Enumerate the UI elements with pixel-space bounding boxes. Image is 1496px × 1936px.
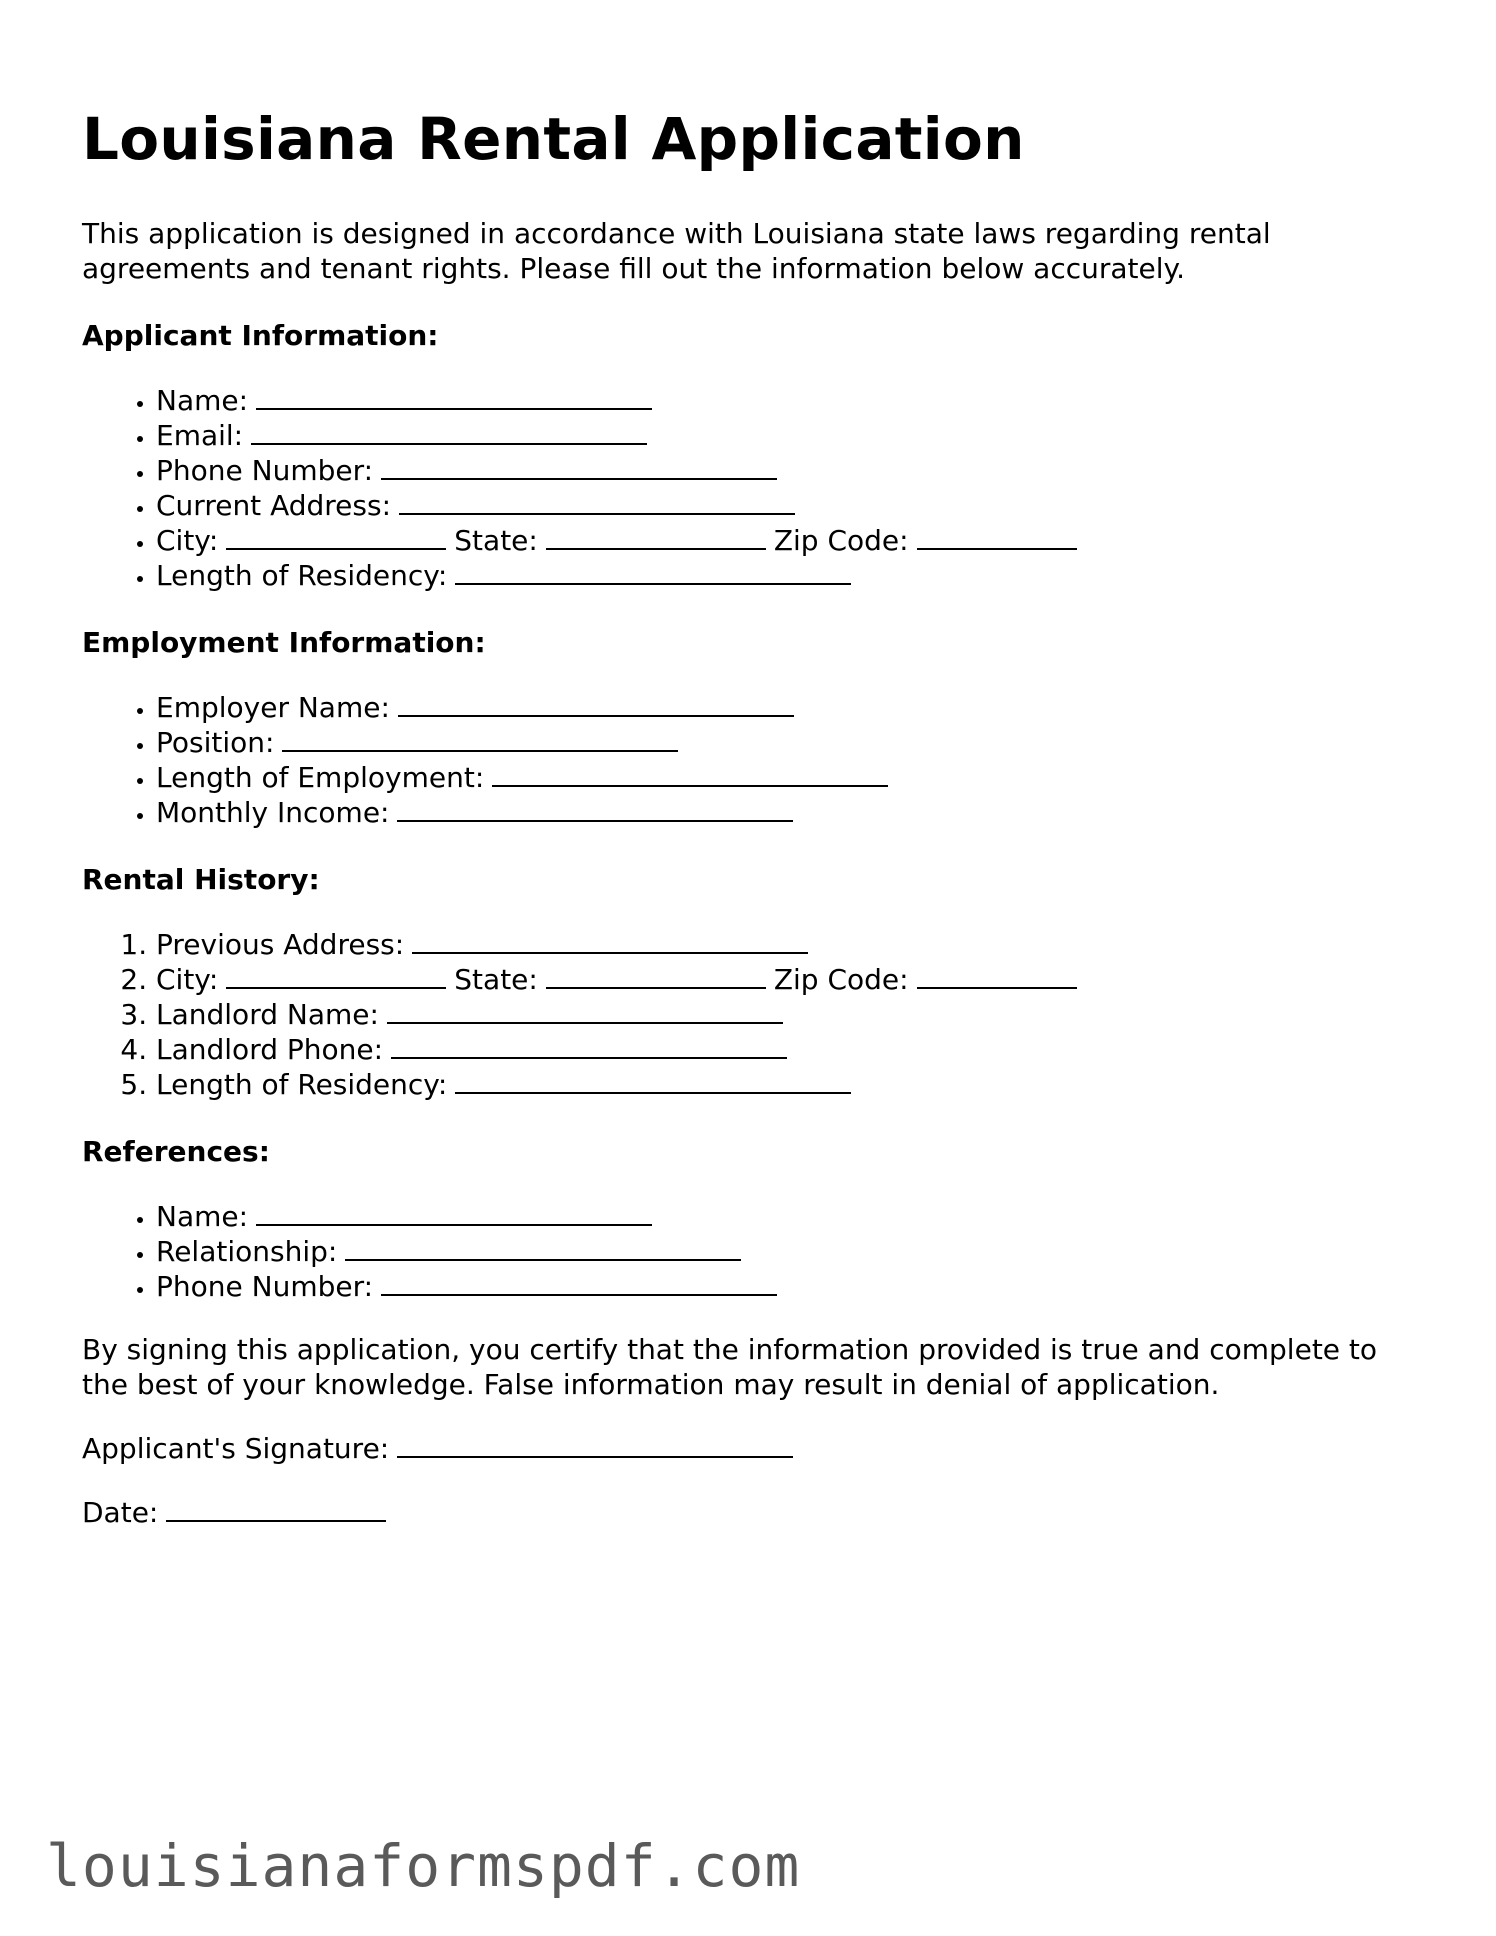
previous-city-field[interactable] <box>226 963 446 989</box>
landlord-phone-field[interactable] <box>391 1033 787 1059</box>
applicant-zip-field[interactable] <box>917 524 1077 550</box>
monthly-income-field[interactable] <box>397 796 793 822</box>
date-label: Date: <box>82 1496 159 1529</box>
signature-label: Applicant's Signature: <box>82 1432 390 1465</box>
employment-section-heading: Employment Information: <box>82 626 486 659</box>
applicant-address-field[interactable] <box>399 489 795 515</box>
reference-name-label: Name: <box>156 1200 249 1233</box>
applicant-zip-label: Zip Code: <box>773 524 909 557</box>
applicant-phone-item <box>156 453 1422 488</box>
applicant-phone-field[interactable] <box>381 454 777 480</box>
previous-city-state-zip-item <box>156 962 1422 997</box>
previous-residency-label: Length of Residency: <box>156 1068 448 1101</box>
employment-length-item <box>156 760 1422 795</box>
applicant-section-heading: Applicant Information: <box>82 319 439 352</box>
applicant-state-label: State: <box>454 524 538 557</box>
reference-relationship-field[interactable] <box>345 1235 741 1261</box>
signature-field[interactable] <box>397 1432 793 1458</box>
intro-paragraph: This application is designed in accordance with Louisiana state laws regarding rental agreements and tenant rights. Please fill out the information below accurately. <box>82 217 1271 285</box>
applicant-city-label: City: <box>156 524 219 557</box>
applicant-residency-item <box>156 558 1422 593</box>
applicant-email-label: Email: <box>156 419 244 452</box>
reference-phone-field[interactable] <box>381 1270 777 1296</box>
previous-state-field[interactable] <box>546 963 766 989</box>
previous-zip-label: Zip Code: <box>773 963 909 996</box>
rental-history-fields-list <box>82 927 1422 1102</box>
previous-city-label: City: <box>156 963 219 996</box>
monthly-income-item <box>156 795 1422 830</box>
page-title: Louisiana Rental Application <box>82 105 1025 173</box>
monthly-income-label: Monthly Income: <box>156 796 390 829</box>
reference-relationship-item <box>156 1234 1422 1269</box>
certification-paragraph: By signing this application, you certify that the information provided is true and complete to the best of your knowledge. False information may result in denial of application. <box>82 1333 1378 1401</box>
applicant-fields-list <box>82 383 1422 593</box>
reference-name-item <box>156 1199 1422 1234</box>
landlord-name-item <box>156 997 1422 1032</box>
previous-state-label: State: <box>454 963 538 996</box>
applicant-phone-label: Phone Number: <box>156 454 374 487</box>
employer-name-field[interactable] <box>398 691 794 717</box>
landlord-name-field[interactable] <box>387 998 783 1024</box>
site-watermark: louisianaformspdf.com <box>46 1832 801 1900</box>
previous-address-label: Previous Address: <box>156 928 405 961</box>
references-section-heading: References: <box>82 1135 270 1168</box>
previous-residency-item <box>156 1067 1422 1102</box>
references-fields-list <box>82 1199 1422 1304</box>
previous-address-field[interactable] <box>412 928 808 954</box>
applicant-city-field[interactable] <box>226 524 446 550</box>
previous-residency-field[interactable] <box>455 1068 851 1094</box>
landlord-name-label: Landlord Name: <box>156 998 379 1031</box>
applicant-state-field[interactable] <box>546 524 766 550</box>
employment-length-field[interactable] <box>492 761 888 787</box>
applicant-name-item <box>156 383 1422 418</box>
applicant-name-label: Name: <box>156 384 249 417</box>
position-field[interactable] <box>282 726 678 752</box>
date-field[interactable] <box>166 1496 386 1522</box>
landlord-phone-item <box>156 1032 1422 1067</box>
reference-phone-label: Phone Number: <box>156 1270 374 1303</box>
position-item <box>156 725 1422 760</box>
previous-address-item <box>156 927 1422 962</box>
signature-line <box>82 1431 1422 1466</box>
employer-name-label: Employer Name: <box>156 691 390 724</box>
reference-phone-item <box>156 1269 1422 1304</box>
applicant-city-state-zip-item <box>156 523 1422 558</box>
reference-name-field[interactable] <box>256 1200 652 1226</box>
employment-length-label: Length of Employment: <box>156 761 485 794</box>
applicant-name-field[interactable] <box>256 384 652 410</box>
position-label: Position: <box>156 726 275 759</box>
applicant-residency-field[interactable] <box>455 559 851 585</box>
applicant-email-item <box>156 418 1422 453</box>
date-line <box>82 1495 1422 1530</box>
employment-fields-list <box>82 690 1422 830</box>
rental-application-form <box>82 100 1422 1530</box>
applicant-residency-label: Length of Residency: <box>156 559 448 592</box>
rental-history-section-heading: Rental History: <box>82 863 320 896</box>
applicant-address-label: Current Address: <box>156 489 392 522</box>
applicant-email-field[interactable] <box>251 419 647 445</box>
landlord-phone-label: Landlord Phone: <box>156 1033 384 1066</box>
previous-zip-field[interactable] <box>917 963 1077 989</box>
employer-name-item <box>156 690 1422 725</box>
reference-relationship-label: Relationship: <box>156 1235 338 1268</box>
applicant-address-item <box>156 488 1422 523</box>
